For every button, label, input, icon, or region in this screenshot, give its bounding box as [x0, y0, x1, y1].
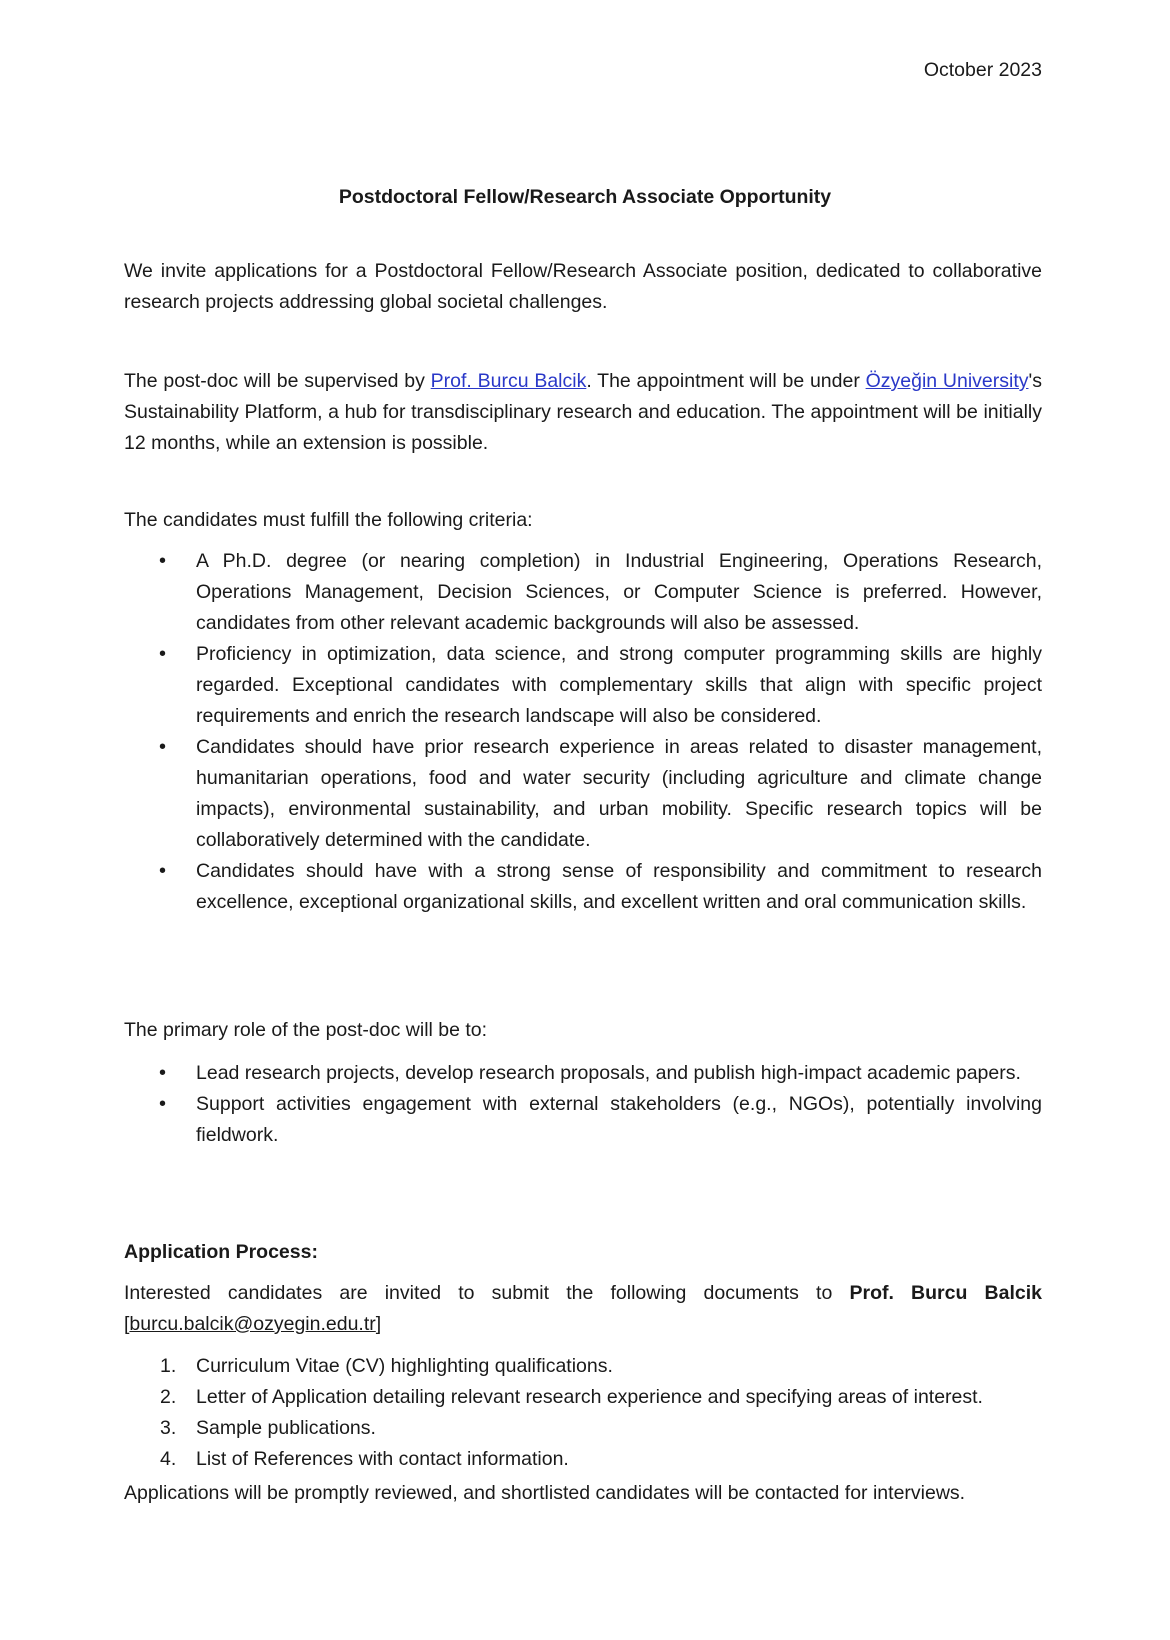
- list-item: [124, 732, 1042, 856]
- document-item-text: List of References with contact information.: [196, 1448, 569, 1470]
- criteria-lead: The candidates must fulfill the following criteria:: [124, 509, 533, 531]
- list-number: 4.: [160, 1448, 177, 1470]
- document-item-text: Letter of Application detailing relevant research experience and specifying areas of interest.: [196, 1386, 983, 1408]
- supervision-text-1: The post-doc will be supervised by: [124, 370, 431, 392]
- contact-name: Prof. Burcu Balcik: [849, 1282, 1043, 1304]
- application-text: Interested candidates are invited to submit the following documents to: [124, 1282, 850, 1304]
- list-number: 3.: [160, 1417, 177, 1439]
- criteria-item-text: Candidates should have prior research experience in areas related to disaster management, humanitarian operations, food and water security (including agriculture and climate change impacts), environmental sustainability, and urban mobility. Specific research topics will be collaboratively determined with the candidate.: [196, 736, 1042, 851]
- supervision-paragraph: [124, 366, 1042, 459]
- document-item-text: Sample publications.: [196, 1417, 376, 1439]
- supervision-text-3: 's Sustainability Platform, a hub for transdisciplinary research and education. The appointment will be initially 12 months, while an extension is possible.: [124, 370, 1042, 454]
- list-item: [124, 1058, 1042, 1089]
- bullet-icon: •: [159, 643, 167, 665]
- supervisor-link[interactable]: Prof. Burcu Balcik: [430, 370, 587, 392]
- role-list: [124, 1058, 1042, 1151]
- list-item: [124, 1413, 1042, 1444]
- list-item: [124, 1351, 1042, 1382]
- bracket-open: [: [124, 1313, 130, 1335]
- bullet-icon: •: [159, 1093, 167, 1115]
- criteria-list: [124, 546, 1042, 918]
- list-item: [124, 639, 1042, 732]
- criteria-item-text: Candidates should have with a strong sense of responsibility and commitment to research excellence, exceptional organizational skills, and excellent written and oral communication skills.: [196, 860, 1042, 913]
- criteria-item-text: A Ph.D. degree (or nearing completion) in Industrial Engineering, Operations Research, Operations Management, Decision Sciences, or Computer Science is preferred. However, candidates from other relevant academic backgrounds will also be assessed.: [196, 550, 1042, 634]
- documents-list: [124, 1351, 1042, 1475]
- supervision-text-2: . The appointment will be under: [586, 370, 866, 392]
- university-link[interactable]: Özyeğin University: [865, 370, 1029, 392]
- role-item-text: Lead research projects, develop research proposals, and publish high-impact academic papers.: [196, 1062, 1021, 1084]
- list-item: [124, 1444, 1042, 1475]
- role-item-text: Support activities engagement with external stakeholders (e.g., NGOs), potentially involving fieldwork.: [196, 1093, 1042, 1146]
- document-date: October 2023: [923, 59, 1042, 81]
- document-title: Postdoctoral Fellow/Research Associate Opportunity: [338, 186, 832, 208]
- bullet-icon: •: [159, 1062, 167, 1084]
- closing-paragraph: Applications will be promptly reviewed, and shortlisted candidates will be contacted for interviews.: [124, 1482, 966, 1504]
- list-item: [124, 1382, 1042, 1413]
- criteria-item-text: Proficiency in optimization, data science, and strong computer programming skills are highly regarded. Exceptional candidates with complementary skills that align with specific project requirements and enrich the research landscape will also be considered.: [196, 643, 1042, 727]
- list-number: 1.: [160, 1355, 177, 1377]
- bullet-icon: •: [159, 550, 167, 572]
- intro-paragraph: We invite applications for a Postdoctoral Fellow/Research Associate position, dedicated to collaborative research projects addressing global societal challenges.: [124, 260, 1042, 313]
- list-item: [124, 1089, 1042, 1151]
- application-heading: Application Process:: [124, 1241, 318, 1263]
- role-lead: The primary role of the post-doc will be to:: [124, 1019, 488, 1041]
- list-item: [124, 856, 1042, 918]
- bracket-close: ]: [375, 1313, 382, 1335]
- list-item: [124, 546, 1042, 639]
- bullet-icon: •: [159, 860, 167, 882]
- document-item-text: Curriculum Vitae (CV) highlighting qualifications.: [196, 1355, 613, 1377]
- email-link[interactable]: burcu.balcik@ozyegin.edu.tr: [129, 1313, 376, 1335]
- application-paragraph: [124, 1278, 1042, 1340]
- bullet-icon: •: [159, 736, 167, 758]
- list-number: 2.: [160, 1386, 177, 1408]
